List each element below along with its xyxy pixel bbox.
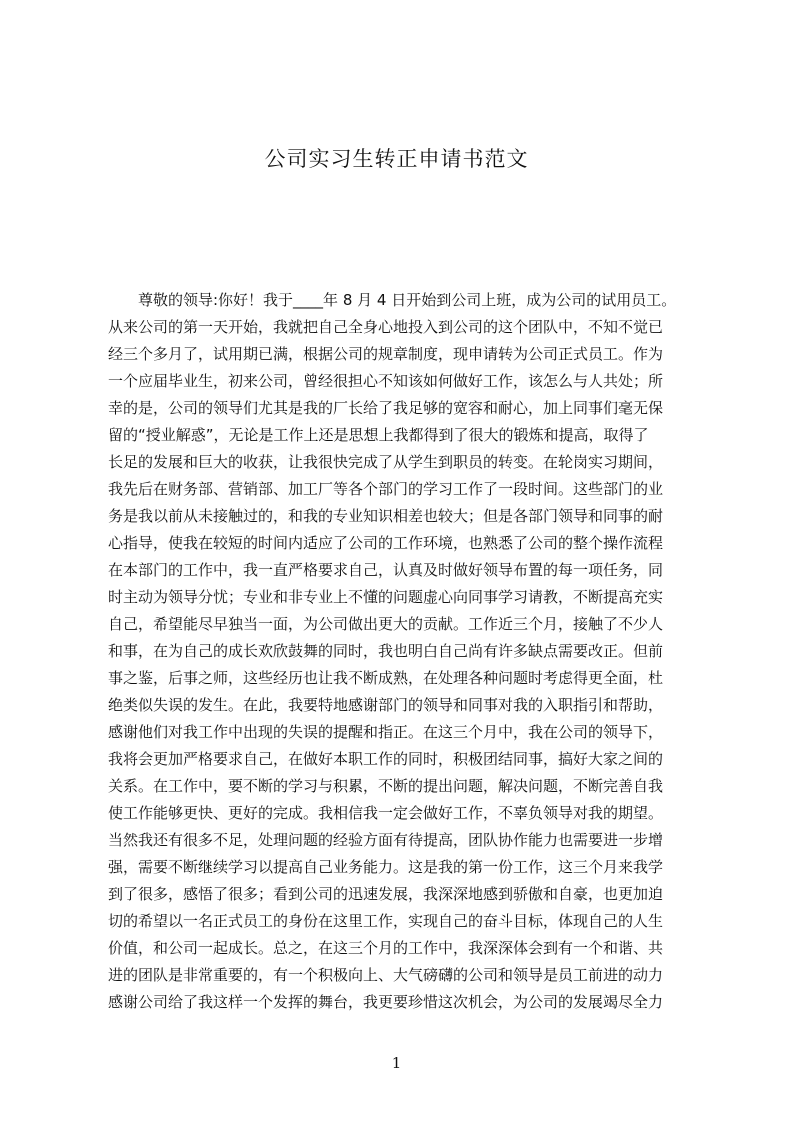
text-line: 幸的是，公司的领导们尤其是我的厂长给了我足够的宽容和耐心，加上同事们毫无保 <box>108 399 664 417</box>
text-line: 在本部门的工作中，我一直严格要求自己，认真及时做好领导布置的每一项任务，同 <box>108 561 664 579</box>
text-line: 当然我还有很多不足，处理问题的经验方面有待提高，团队协作能力也需要进一步增 <box>108 831 664 849</box>
text-line: 进的团队是非常重要的，有一个积极向上、大气磅礴的公司和领导是员工前进的动力 <box>108 966 664 984</box>
text-line: 务是我以前从未接触过的，和我的专业知识相差也较大；但是各部门领导和同事的耐 <box>108 507 664 525</box>
text-line: 强，需要不断继续学习以提高自己业务能力。这是我的第一份工作，这三个月来我学 <box>108 858 664 876</box>
text-line: 事之鉴，后事之师，这些经历也让我不断成熟，在处理各种问题时考虑得更全面，杜 <box>108 669 664 687</box>
document-title: 公司实习生转正申请书范文 <box>264 147 529 171</box>
text-line: 留的“授业解惑”，无论是工作上还是思想上我都得到了很大的锻炼和提高，取得了 <box>108 426 649 444</box>
text-line: 我将会更加严格要求自己，在做好本职工作的同时，积极团结同事，搞好大家之间的 <box>108 750 664 768</box>
text-line: 心指导，使我在较短的时间内适应了公司的工作环境，也熟悉了公司的整个操作流程 <box>108 534 664 552</box>
text-line: 自己，希望能尽早独当一面，为公司做出更大的贡献。工作近三个月，接触了不少人 <box>108 615 664 633</box>
text-line: 一个应届毕业生，初来公司，曾经很担心不知该如何做好工作，该怎么与人共处；所 <box>108 372 664 390</box>
text-line: 使工作能够更快、更好的完成。我相信我一定会做好工作，不辜负领导对我的期望。 <box>108 804 664 822</box>
text-line: 我先后在财务部、营销部、加工厂等各个部门的学习工作了一段时间。这些部门的业 <box>108 480 664 498</box>
text-line: 感谢他们对我工作中出现的失误的提醒和指正。在这三个月中，我在公司的领导下， <box>108 723 664 741</box>
text-line: 和事，在为自己的成长欢欣鼓舞的同时，我也明白自己尚有许多缺点需要改正。但前 <box>108 642 664 660</box>
text-line: 感谢公司给了我这样一个发挥的舞台，我更要珍惜这次机会，为公司的发展竭尽全力 <box>108 993 664 1011</box>
text-line: 尊敬的领导:你好！我于____年 8 月 4 日开始到公司上班，成为公司的试用员工。 <box>138 291 677 309</box>
text-line: 绝类似失误的发生。在此，我要特地感谢部门的领导和同事对我的入职指引和帮助， <box>108 696 664 714</box>
text-line: 关系。在工作中，要不断的学习与积累，不断的提出问题，解决问题，不断完善自我 <box>108 777 664 795</box>
text-line: 长足的发展和巨大的收获，让我很快完成了从学生到职员的转变。在轮岗实习期间， <box>108 453 664 471</box>
body-text <box>108 287 708 1016</box>
text-line: 到了很多，感悟了很多；看到公司的迅速发展，我深深地感到骄傲和自豪，也更加迫 <box>108 885 664 903</box>
text-line: 价值，和公司一起成长。总之，在这三个月的工作中，我深深体会到有一个和谐、共 <box>108 939 664 957</box>
page-number: 1 <box>391 1054 402 1072</box>
text-line: 切的希望以一名正式员工的身份在这里工作，实现自己的奋斗目标，体现自己的人生 <box>108 912 664 930</box>
text-line: 时主动为领导分忧；专业和非专业上不懂的问题虚心向同事学习请教，不断提高充实 <box>108 588 664 606</box>
text-line: 从来公司的第一天开始，我就把自己全身心地投入到公司的这个团队中，不知不觉已 <box>108 318 664 336</box>
text-line: 经三个多月了，试用期已满，根据公司的规章制度，现申请转为公司正式员工。作为 <box>108 345 664 363</box>
